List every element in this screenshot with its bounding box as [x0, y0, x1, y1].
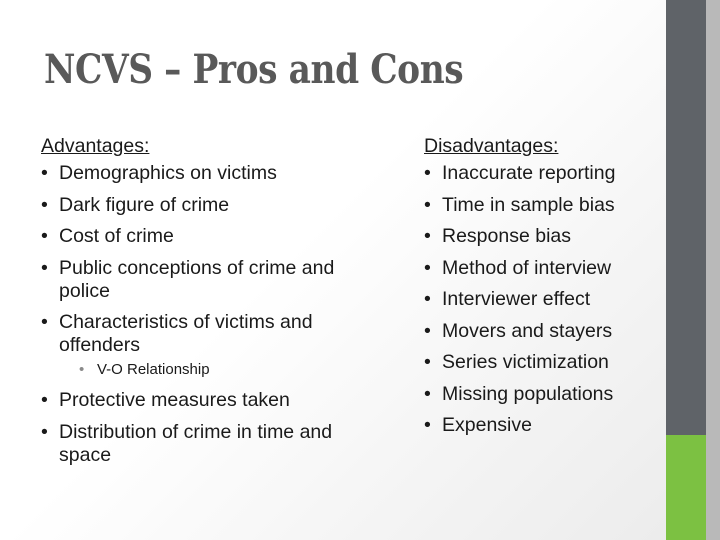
advantages-list — [41, 162, 361, 467]
disadvantages-list — [424, 162, 664, 437]
list-item: • Method of interview — [424, 257, 664, 280]
list-item: • Movers and stayers — [424, 320, 664, 343]
list-item: • Demographics on victims — [41, 162, 361, 185]
edge-strip-decoration — [706, 0, 720, 540]
list-item: • Missing populations — [424, 383, 664, 406]
list-item: • Interviewer effect — [424, 288, 664, 311]
sub-list-item: • V-O Relationship — [79, 361, 361, 379]
disadvantages-column — [424, 135, 664, 446]
list-item: • Cost of crime — [41, 225, 361, 248]
slide-title: NCVS – Pros and Cons — [44, 46, 464, 93]
list-item: • Dark figure of crime — [41, 194, 361, 217]
advantages-heading: Advantages: — [41, 135, 150, 157]
disadvantages-heading: Disadvantages: — [424, 135, 559, 157]
list-item: • Public conceptions of crime and police — [41, 257, 361, 303]
list-item: • Response bias — [424, 225, 664, 248]
advantages-sub-list — [59, 361, 361, 379]
list-item: • Expensive — [424, 414, 664, 437]
list-item: • Inaccurate reporting — [424, 162, 664, 185]
list-item — [41, 311, 361, 379]
list-item: • Series victimization — [424, 351, 664, 374]
list-item-label: Characteristics of victims and offenders — [59, 311, 313, 356]
list-item: • Protective measures taken — [41, 389, 361, 412]
advantages-column — [41, 135, 361, 475]
list-item: • Time in sample bias — [424, 194, 664, 217]
side-bar-accent-decoration — [666, 435, 706, 540]
list-item: • Distribution of crime in time and space — [41, 421, 361, 467]
